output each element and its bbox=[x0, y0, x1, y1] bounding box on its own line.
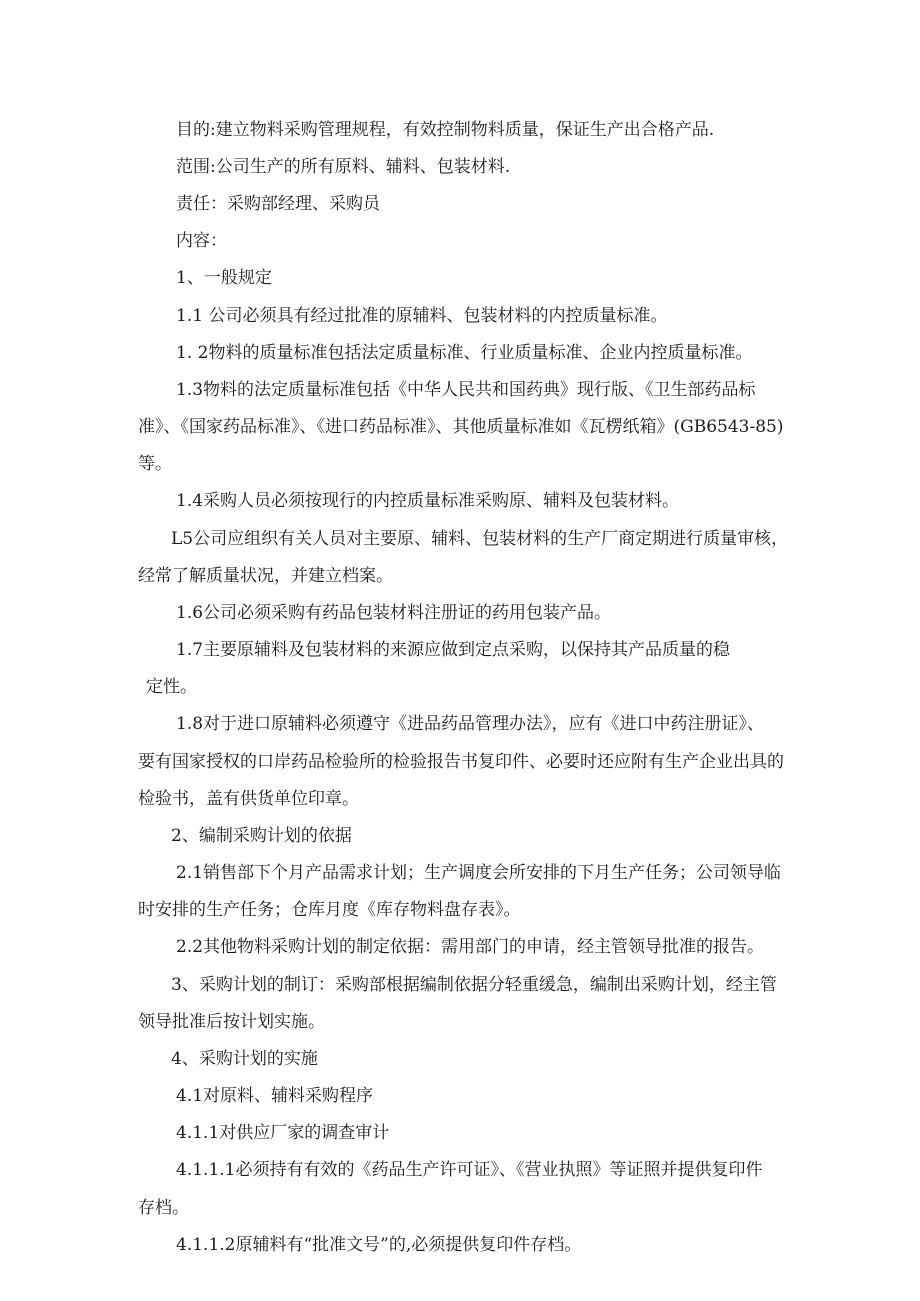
paragraph-line-p19: 4.1对原料、辅料采购程序 bbox=[176, 1086, 374, 1106]
paragraph-line-p15a: 2.1销售部下个月产品需求计划；生产调度会所安排的下月生产任务；公司领导临 bbox=[176, 863, 782, 883]
paragraph-line-p5: 1、一般规定 bbox=[176, 268, 272, 288]
paragraph-line-p21b: 存档。 bbox=[138, 1198, 189, 1218]
paragraph-line-p13a: 1.8对于进口原辅料必须遵守《进品药品管理办法》，应有《进口中药注册证》、 bbox=[176, 714, 765, 734]
paragraph-line-p13b: 要有国家授权的口岸药品检验所的检验报告书复印件、必要时还应附有生产企业出具的 bbox=[138, 752, 784, 772]
paragraph-line-p15b: 时安排的生产任务；仓库月度《库存物料盘存表》。 bbox=[138, 900, 521, 920]
paragraph-line-p22: 4.1.1.2原辅料有“批准文号”的,必须提供复印件存档。 bbox=[176, 1235, 582, 1255]
paragraph-line-p16: 2.2其他物料采购计划的制定依据：需用部门的申请，经主管领导批准的报告。 bbox=[176, 937, 765, 957]
paragraph-line-p14: 2、编制采购计划的依据 bbox=[171, 826, 352, 846]
paragraph-line-p20: 4.1.1对供应厂家的调查审计 bbox=[176, 1123, 390, 1143]
paragraph-line-p9: 1.4采购人员必须按现行的内控质量标准采购原、辅料及包装材料。 bbox=[176, 491, 680, 511]
paragraph-line-p10a: L5公司应组织有关人员对主要原、辅料、包装材料的生产厂商定期进行质量审核， bbox=[171, 529, 789, 549]
paragraph-line-p12a: 1.7主要原辅料及包装材料的来源应做到定点采购，以保持其产品质量的稳 bbox=[176, 640, 731, 660]
paragraph-line-p10b: 经常了解质量状况，并建立档案。 bbox=[138, 566, 393, 586]
paragraph-line-p17a: 3、采购计划的制订：采购部根据编制依据分轻重缓急，编制出采购计划，经主管 bbox=[171, 975, 777, 995]
paragraph-line-p12b: 定性。 bbox=[146, 677, 197, 697]
paragraph-line-p4: 内容： bbox=[176, 231, 227, 251]
paragraph-line-p8b: 准》、《国家药品标准》、《进口药品标准》、其他质量标准如《瓦楞纸箱》(GB6543-85) bbox=[138, 417, 784, 437]
paragraph-line-p8a: 1.3物料的法定质量标准包括《中华人民共和国药典》现行版、《卫生部药品标 bbox=[176, 380, 756, 400]
paragraph-line-p8c: 等。 bbox=[138, 454, 172, 474]
paragraph-line-p1: 目的:建立物料采购管理规程，有效控制物料质量，保证生产出合格产品. bbox=[176, 120, 715, 140]
paragraph-line-p7: 1. 2物料的质量标准包括法定质量标准、行业质量标准、企业内控质量标准。 bbox=[176, 343, 753, 363]
paragraph-line-p13c: 检验书，盖有供货单位印章。 bbox=[138, 789, 359, 809]
paragraph-line-p6: 1.1 公司必须具有经过批准的原辅料、包装材料的内控质量标准。 bbox=[176, 306, 668, 326]
paragraph-line-p11: 1.6公司必须采购有药品包装材料注册证的药用包装产品。 bbox=[176, 603, 612, 623]
paragraph-line-p21a: 4.1.1.1必须持有有效的《药品生产许可证》、《营业执照》等证照并提供复印件 bbox=[176, 1160, 763, 1180]
paragraph-line-p17b: 领导批准后按计划实施。 bbox=[138, 1012, 325, 1032]
paragraph-line-p3: 责任：采购部经理、采购员 bbox=[176, 194, 380, 214]
paragraph-line-p18: 4、采购计划的实施 bbox=[171, 1049, 318, 1069]
paragraph-line-p2: 范围:公司生产的所有原料、辅料、包装材料. bbox=[176, 157, 511, 177]
